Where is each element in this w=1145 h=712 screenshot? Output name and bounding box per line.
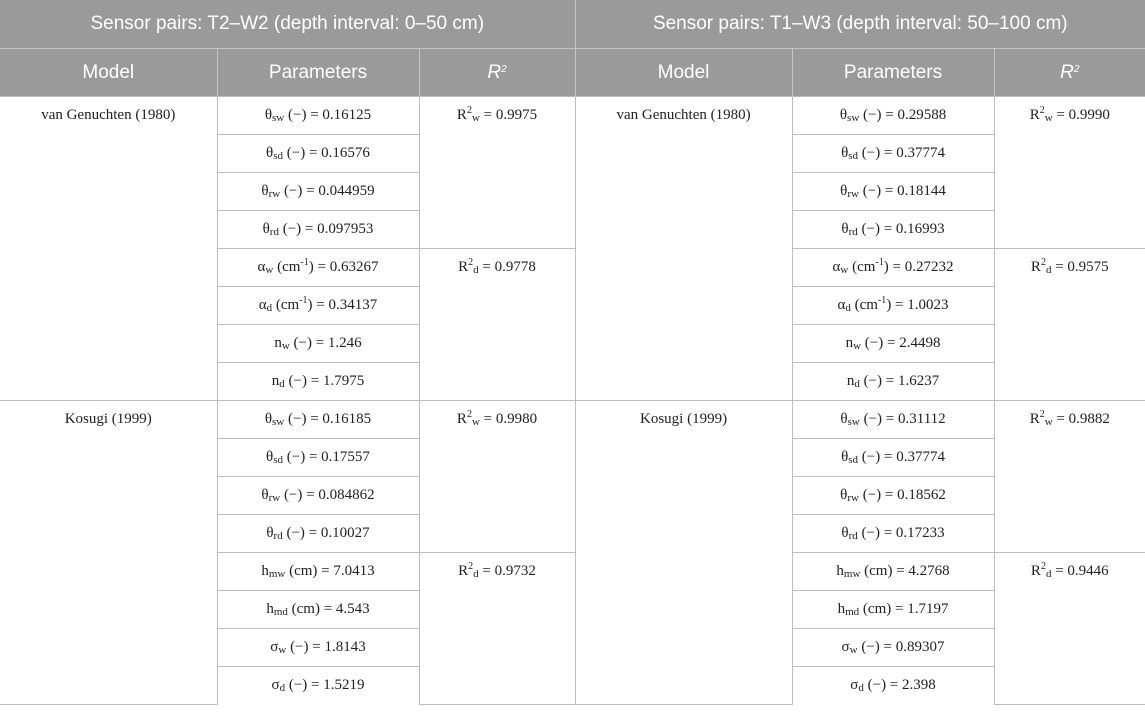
model-name: Kosugi (1999) [0,401,217,705]
parameter-value: $\alpha_d$ $(cm^{-1}) = 0.34137$ [217,287,419,325]
r2-value: $R^2_w = 0.9882$ [994,401,1145,553]
parameter-value: $\alpha_w$ $(cm^{-1}) = 0.63267$ [217,249,419,287]
column-header-model: Model [575,49,792,97]
parameter-value: $h_{md}$ (cm) = 4.543 [217,591,419,629]
parameter-value: $\theta_{sw}$ (−) = 0.16125 [217,97,419,135]
r2-value: $R^2_d = 0.9778$ [419,249,575,401]
model-name: van Genuchten (1980) [0,97,217,401]
table-body [0,97,1145,705]
r2-value: $R^2_w = 0.9990$ [994,97,1145,249]
column-header-parameters: Parameters [792,49,994,97]
parameter-value: $\sigma_w$ (−) = 0.89307 [792,629,994,667]
parameter-value: $n_d$ (−) = 1.7975 [217,363,419,401]
parameter-value: $\theta_{sw}$ (−) = 0.16185 [217,401,419,439]
table-row [0,401,1145,439]
parameter-value: $n_w$ (−) = 2.4498 [792,325,994,363]
group-header-left: Sensor pairs: T2–W2 (depth interval: 0–50 cm) [0,0,575,49]
column-header-r2: $R^2$ [419,49,575,97]
r2-value: $R^2_w = 0.9975$ [419,97,575,249]
parameter-value: $\theta_{rd}$ (−) = 0.097953 [217,211,419,249]
parameter-value: $\theta_{sw}$ (−) = 0.29588 [792,97,994,135]
column-header-r2: $R^2$ [994,49,1145,97]
parameter-value: $\theta_{sw}$ (−) = 0.31112 [792,401,994,439]
parameter-value: $\theta_{rd}$ (−) = 0.16993 [792,211,994,249]
parameter-value: $n_d$ (−) = 1.6237 [792,363,994,401]
column-header-model: Model [0,49,217,97]
parameter-value: $\sigma_d$ (−) = 2.398 [792,667,994,705]
parameter-value: $h_{md}$ (cm) = 1.7197 [792,591,994,629]
parameter-value: $\theta_{sd}$ (−) = 0.37774 [792,135,994,173]
parameter-value: $\theta_{rd}$ (−) = 0.10027 [217,515,419,553]
model-name: Kosugi (1999) [575,401,792,705]
parameter-value: $\sigma_w$ (−) = 1.8143 [217,629,419,667]
parameter-value: $\alpha_d$ $(cm^{-1}) = 1.0023$ [792,287,994,325]
r2-value: $R^2_d = 0.9446$ [994,553,1145,705]
parameter-value: $h_{mw}$ (cm) = 7.0413 [217,553,419,591]
parameter-value: $\theta_{rw}$ (−) = 0.18562 [792,477,994,515]
parameter-value: $\sigma_d$ (−) = 1.5219 [217,667,419,705]
r2-value: $R^2_w = 0.9980$ [419,401,575,553]
parameter-value: $\theta_{rd}$ (−) = 0.17233 [792,515,994,553]
r2-value: $R^2_d = 0.9575$ [994,249,1145,401]
r2-value: $R^2_d = 0.9732$ [419,553,575,705]
parameter-value: $\alpha_w$ $(cm^{-1}) = 0.27232$ [792,249,994,287]
column-header-parameters: Parameters [217,49,419,97]
parameter-value: $h_{mw}$ (cm) = 4.2768 [792,553,994,591]
parameter-value: $\theta_{sd}$ (−) = 0.17557 [217,439,419,477]
parameter-value: $\theta_{rw}$ (−) = 0.044959 [217,173,419,211]
table-row [0,97,1145,135]
parameter-value: $\theta_{rw}$ (−) = 0.084862 [217,477,419,515]
parameter-value: $\theta_{sd}$ (−) = 0.16576 [217,135,419,173]
group-header-right: Sensor pairs: T1–W3 (depth interval: 50–100 cm) [575,0,1145,49]
model-name: van Genuchten (1980) [575,97,792,401]
parameter-value: $n_w$ (−) = 1.246 [217,325,419,363]
parameter-value: $\theta_{rw}$ (−) = 0.18144 [792,173,994,211]
parameter-value: $\theta_{sd}$ (−) = 0.37774 [792,439,994,477]
